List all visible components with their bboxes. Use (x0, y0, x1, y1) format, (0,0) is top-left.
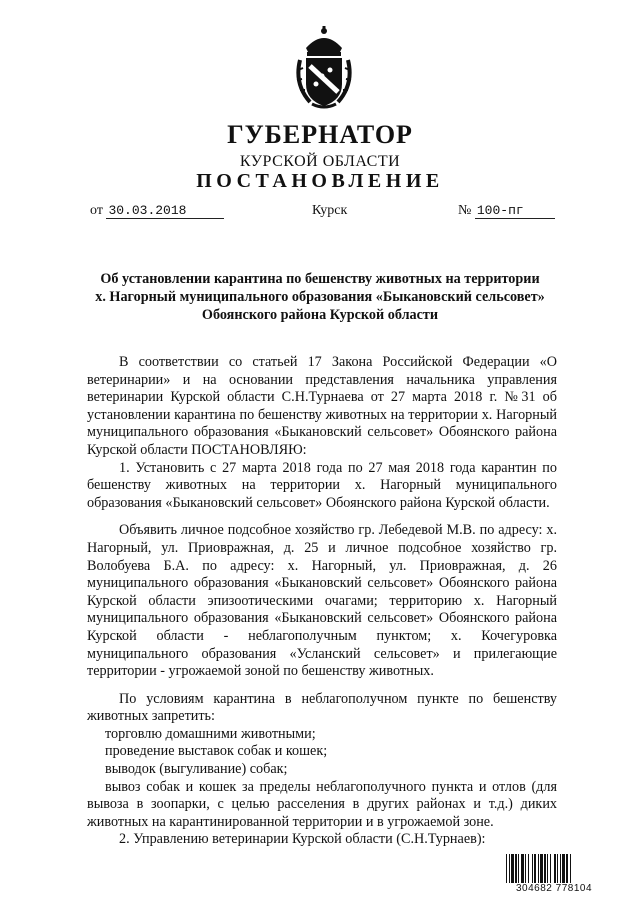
document-number: 100-пг (475, 203, 555, 219)
document-body (87, 354, 557, 849)
prohibition-item: выводок (выгуливание) собак; (105, 761, 288, 778)
subject-line: Об установлении карантина по бешенству животных на территории (100, 271, 540, 287)
document-date: 30.03.2018 (106, 203, 224, 219)
date-line (90, 203, 224, 219)
subject-line: Обоянского района Курской области (201, 307, 439, 323)
issuer-title: ГУБЕРНАТОР (227, 120, 413, 149)
prohibition-item: вывоз собак и кошек за пределы неблагополучного пункта и отлов (для вывоза в зоопарки, с целью расселения в других районах и т.д.) диких животных на карантинированной территории и в угрожаемой зоне. (87, 778, 557, 830)
coat-of-arms-icon (292, 26, 356, 110)
prohibition-item: торговлю домашними животными; (105, 725, 316, 742)
clause-1-paragraph: 1. Установить с 27 марта 2018 года по 27 мая 2018 года карантин по бешенству животных на территории х. Нагорный муниципального образования «Быкановский сельсовет» Обоянского района Курской области. (87, 459, 557, 511)
preamble-paragraph: В соответствии со статьей 17 Закона Российской Федерации «О ветеринарии» и на основании представления начальника управления ветеринарии Курской области С.Н.Турнаева от 27 марта 2018 г. №31 об установлении карантина по бешенству животных на территории х. Нагорный муниципального образования «Быкановский сельсовет» Обоянского района Курской области ПОСТАНОВЛЯЮ: (87, 354, 557, 458)
subject-line: х. Нагорный муниципального образования «Быкановский сельсовет» (95, 289, 545, 305)
document-city: Курск (312, 203, 348, 218)
issuer-region: КУРСКОЙ ОБЛАСТИ (239, 153, 401, 170)
date-prefix: от (90, 203, 103, 218)
prohibition-item: проведение выставок собак и кошек; (105, 743, 328, 760)
document-subject (60, 270, 580, 324)
number-prefix: № (458, 203, 472, 218)
number-line (458, 203, 555, 219)
clause-2-paragraph: 2. Управлению ветеринарии Курской области (С.Н.Турнаев): (119, 831, 486, 848)
barcode-number: 304682 778104 (504, 883, 604, 894)
outbreak-declaration-paragraph: Объявить личное подсобное хозяйство гр. Лебедевой М.В. по адресу: х. Нагорный, ул. Приовражная, д. 25 и личное подсобное хозяйство гр. Волобуева Б.А. по адресу: х. Нагорный, ул. Приовражная, д. 26 муниципального образования «Быкановский сельсовет» Обоянского района Курской области эпизоотическими очагами; территорию х. Нагорный муниципального образования «Быкановский сельсовет» Обоянского района Курской области - неблагополучным пунктом; х. Кочегуровка муниципального образования «Усланский сельсовет» и прилегающие территории - угрожаемой зоной по бешенству животных. (87, 522, 557, 680)
document-type: ПОСТАНОВЛЕНИЕ (196, 170, 444, 192)
prohibitions-intro-paragraph: По условиям карантина в неблагополучном пункте по бешенству животных запретить: (87, 690, 557, 725)
